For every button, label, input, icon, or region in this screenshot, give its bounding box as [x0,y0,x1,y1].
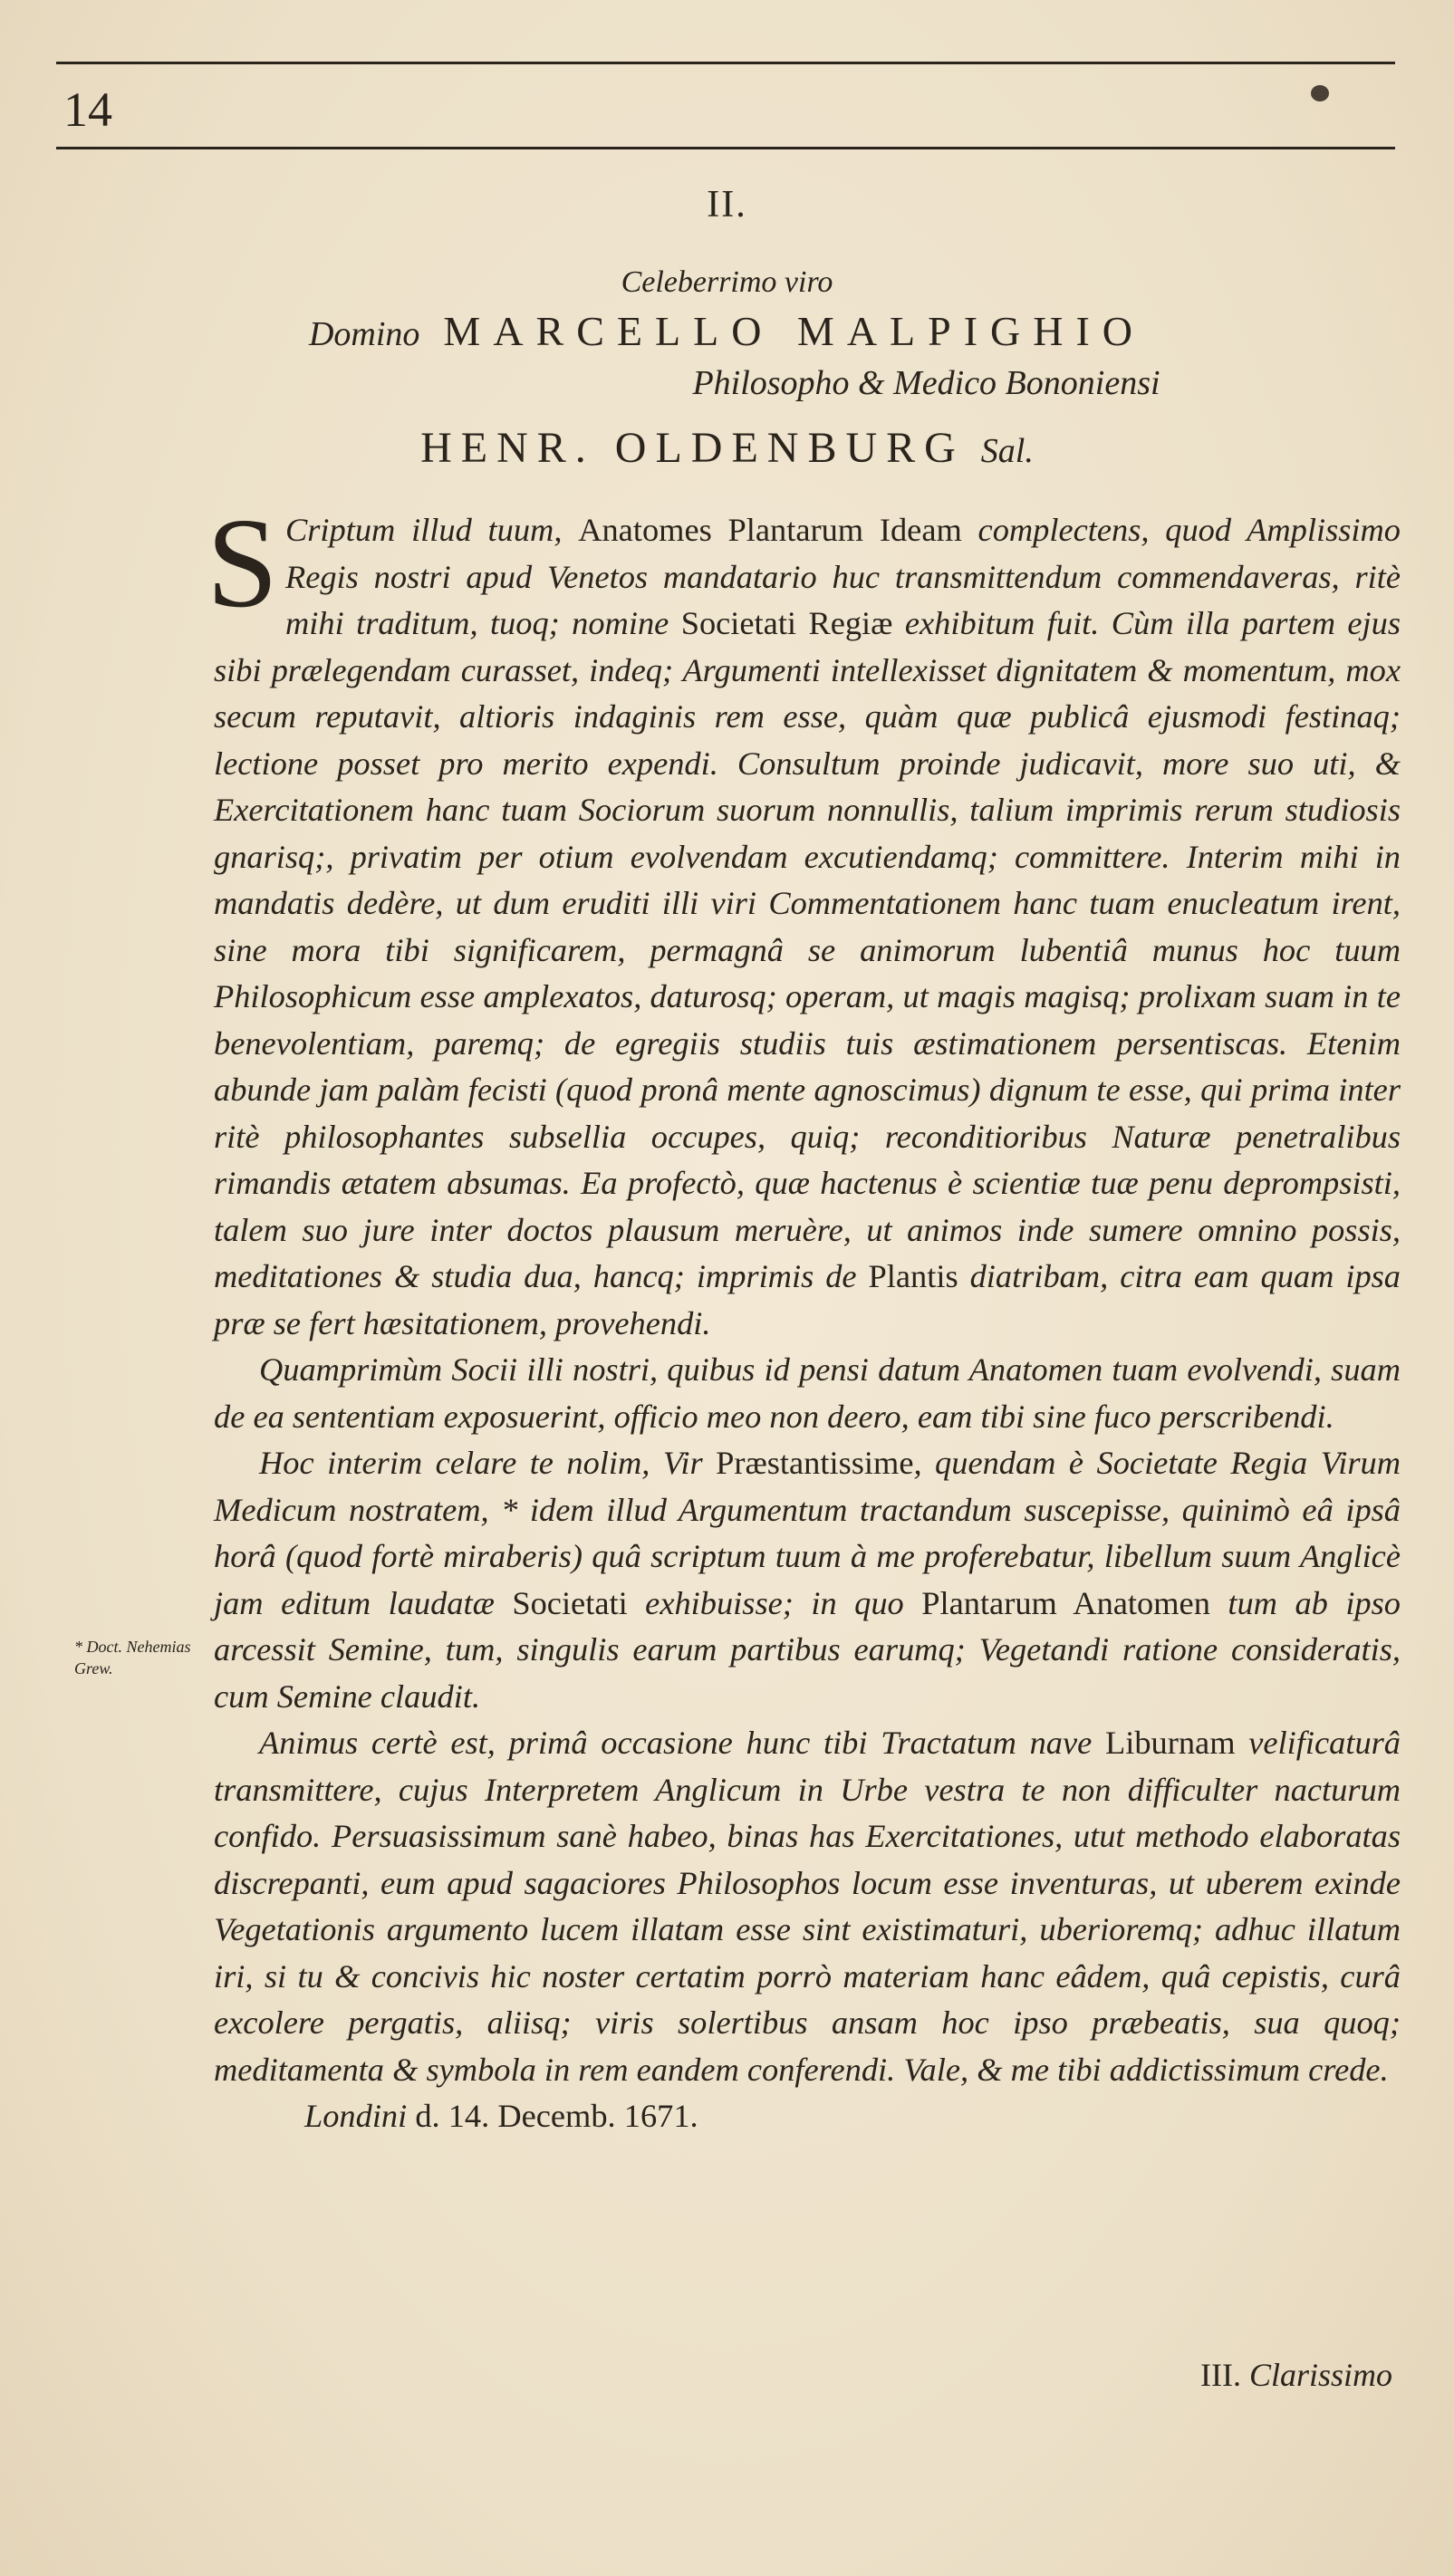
text-run: complectens, quod Amplissimo Regis nostri apud Venetos mandatario huc transmittendum commendaveras, ritè mihi traditum, tuoq; nomine [284,512,1401,641]
sender-line [0,420,1454,479]
page-number: 14 [63,82,112,137]
paragraph-2: Quamprimùm Socii illi nostri, quibus id pensi datum Anatomen tuam evolvendi, suam de ea sententiam exposuerint, officio meo non deero, eam tibi sine fuco perscribendi. [214,1351,1401,1435]
roman-text-run: Societati Regiæ [680,605,893,641]
marginal-note: * Doct. Nehemias Grew. [74,1638,191,1677]
addressee-roles: Philosopho & Medico Bononiensi [692,364,1160,402]
roman-text-run: Societati [512,1584,628,1621]
paragraph-4 [214,1720,1401,2093]
dateline [214,2093,1401,2140]
addressee-name: MARCELLO MALPIGHIO [443,308,1146,354]
roman-text-run: Præstantissime [716,1445,914,1481]
text-run: exhibitum fuit. Cùm illa partem ejus sibi prælegendam curasset, indeq; Argumenti intellexisset dignitatem & momentum, mox secum reputavit, altioris indaginis rem esse, quàm quæ publicâ ejusmodi festinaq; lectione posset pro merito expendi. Consultum proinde judicavit, more suo uti, & Exercitationem hanc tuam Sociorum suorum nonnullis, talium imprimis rerum studiosis gnarisq;, privatim per otium evolvendam excutiendamq; committere. Interim mihi in mandatis dedère, ut dum eruditi illi viri Commentationem hanc tuam enucleatum irent, sine mora tibi significarem, permagnâ se animorum lubentiâ munus hoc tuum Philosophicum esse amplexatos, daturosq; operam, ut magis magisq; prolixam suam in te benevolentiam, paremq; de egregiis studiis tuis æstimationem persentiscas. Etenim abunde jam palàm fecisti (quod pronâ mente agnoscimus) dignum te esse, qui prima inter ritè philosophantes subsellia occupes, quiq; reconditioribus Naturæ penetralibus rimandis ætatem absumas. Ea profectò, quæ hactenus è scientiæ tuæ penu deprompsisti, talem suo jure inter doctos plausum meruère, ut animos inde sumere omnino possis, meditationes & studia dua, hancq; imprimis de [214,605,1401,1294]
text-run: diatribam, citra eam quam ipsa præ se fert hæsitationem, provehendi. [214,1258,1401,1341]
text-run: Animus certè est, primâ occasione hunc tibi Tractatum nave [259,1725,1105,1761]
section-number: II. [707,184,747,226]
dateline-date: d. 14. Decemb. 1671. [407,2098,698,2134]
text-run: Hoc interim celare te nolim, Vir [259,1445,717,1481]
catchword-numeral: III. [1199,2357,1249,2393]
ink-blot [1311,85,1329,101]
addressee-line [0,304,1454,361]
roman-text-run: Plantis [868,1258,958,1294]
text-run: Criptum illud tuum, [284,512,579,548]
sender-name: HENR. OLDENBURG [420,424,965,472]
text-run: tum ab ipso arcessit Semine, tum, singulis earum partibus earumq; Vegetandi ratione consideratis, cum Semine claudit. [214,1584,1401,1715]
catchword-word: Clarissimo [1248,2357,1392,2393]
sender-suffix: Sal. [980,432,1034,470]
text-run: , quendam è Societate Regia Virum Medicum nostratem, * idem illud Argumentum tractandum suscepisse, quinimò eâ ipsâ horâ (quod fortè miraberis) quâ scriptum tuum à me proferebatur, libellum suum Anglicè jam editum laudatæ [214,1445,1401,1621]
header-rule-top [56,62,1395,64]
catchword [1200,2353,1392,2397]
header-rule-bottom [56,147,1395,149]
salutation-line: Celeberrimo viro [621,265,833,299]
text-run: velificaturâ transmittere, cujus Interpretem Anglicum in Urbe vestra te non difficulter nacturum confido. Persuasissimum sanè habeo, binas has Exercitationes, utut methodo elaboratas discrepanti, eum apud sagaciores Philosophos locum esse inventuras, ut uberem exinde Vegetationis argumento lucem illatam esse sint existimaturi, uberioremq; adhuc illatum iri, si tu & concivis hic noster certatim porrò materiam hanc eâdem, quâ cepistis, curâ excolere pergatis, aliisq; viris solertibus ansam hoc ipso præbeatis, sua quoq; meditamenta & symbola in rem eandem conferendi. Vale, & me tibi addictissimum crede. [214,1725,1401,2088]
addressee-title: Domino [308,315,420,353]
paragraph-1 [207,491,1401,1347]
paragraph-3 [214,1440,1401,1720]
roman-text-run: Liburnam [1105,1725,1236,1761]
dateline-place: Londini [304,2098,408,2134]
text-run: exhibuisse; in quo [627,1584,922,1621]
drop-cap: S [207,491,278,634]
letter-body [207,491,1401,2140]
roman-text-run: Anatomes Plantarum Ideam [578,512,962,548]
roman-text-run: Plantarum Anatomen [921,1584,1210,1621]
